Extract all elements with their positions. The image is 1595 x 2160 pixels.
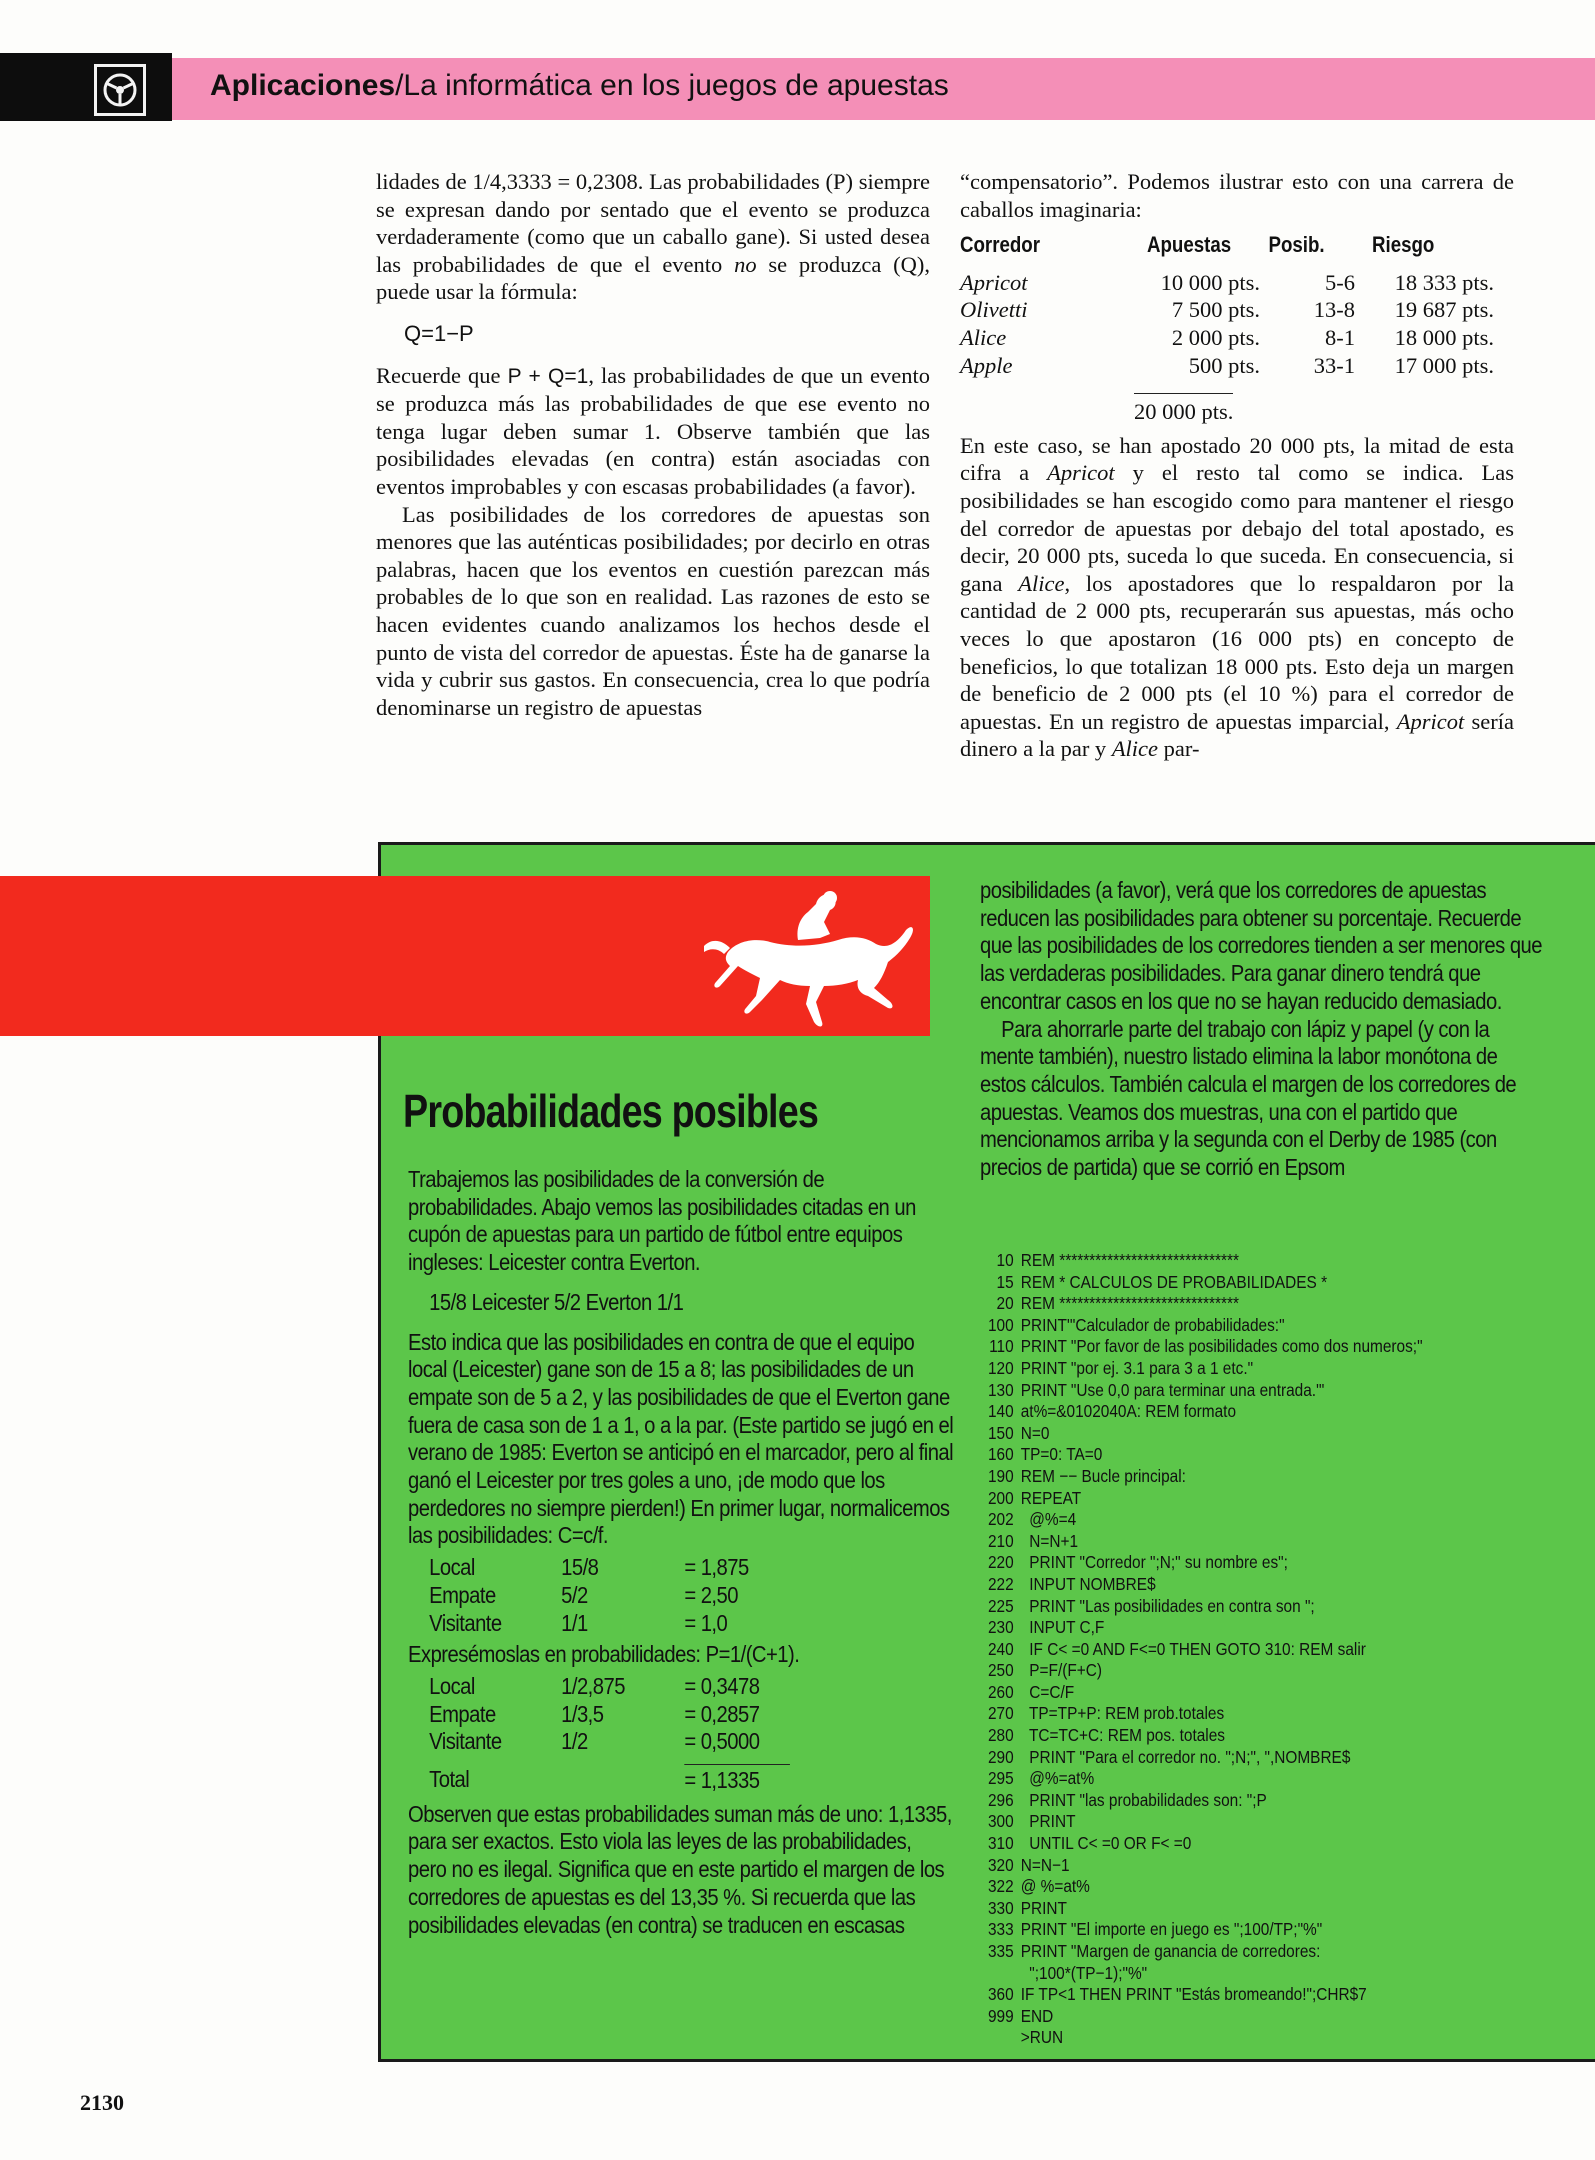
code-text: PRINT "Margen de ganancia de corredores: <box>1020 1941 1321 1961</box>
header-black-bar <box>0 53 172 121</box>
code-line <box>982 1358 1423 1380</box>
line-number: 322 <box>987 1876 1014 1897</box>
table-header: Corredor <box>960 232 1041 258</box>
line-number: 222 <box>987 1573 1014 1594</box>
line-number: 290 <box>987 1746 1014 1767</box>
code-line <box>982 1552 1423 1574</box>
code-text: at%=&0102040A: REM formato <box>1020 1401 1237 1422</box>
article-left-column <box>376 168 930 721</box>
code-text: PRINT "Las posibilidades en contra son "; <box>1020 1595 1315 1616</box>
code-text: P=F/(F+C) <box>1020 1660 1103 1681</box>
line-number: 130 <box>987 1379 1014 1400</box>
code-line <box>982 1790 1423 1812</box>
paragraph: lidades de 1/4,3333 = 0,2308. Las probabilidades (P) siempre se expresan dando por sentado que el evento se produzca verdaderamente (como que un caballo gane). Si usted desea las probabilidades de que el evento no se produzca (Q), puede usar la fórmula: <box>376 169 930 305</box>
code-line <box>982 1919 1423 1941</box>
code-line <box>982 1293 1423 1315</box>
basic-listing <box>982 1250 1423 2049</box>
code-text: REM ****************************** <box>1020 1293 1240 1314</box>
code-line <box>982 1682 1423 1704</box>
table-row: Visitante 1/1 = 1,0 <box>429 1609 728 1636</box>
article-right-column <box>960 168 1514 763</box>
code-text: PRINT <box>1020 1897 1067 1918</box>
table-header: Riesgo <box>1372 232 1435 258</box>
table-total: 20 000 pts. <box>960 393 1514 426</box>
table-row: Apple 500 pts. 33-1 17 000 pts. <box>960 352 1494 378</box>
line-number: 260 <box>987 1681 1014 1702</box>
code-line <box>982 1574 1423 1596</box>
page-number: 2130 <box>80 2090 124 2115</box>
code-line <box>982 1855 1423 1877</box>
code-line <box>982 2027 1423 2049</box>
code-text: N=N−1 <box>1020 1854 1070 1875</box>
code-line <box>982 1963 1423 1985</box>
line-number: 295 <box>987 1768 1014 1789</box>
code-line <box>982 1984 1423 2006</box>
code-line <box>982 1768 1423 1790</box>
line-number: 220 <box>987 1552 1014 1573</box>
line-number: 300 <box>987 1811 1014 1832</box>
line-number: 240 <box>987 1638 1014 1659</box>
line-number: 120 <box>987 1357 1014 1378</box>
paragraph: Esto indica que las posibilidades en contra de que el equipo local (Leicester) gane son de 15 a 8; las posibilidades de un empate son de 5 a 2, y las posibilidades de que el Everton gane fuera de casa son de 1 a 1, o a la par. (Este partido se jugó en el verano de 1985: Everton se anticipó en el marcador, pero al final ganó el Leicester por tres goles a uno, ¡de modo que los perdedores no siempre pierden!) En primer lugar, normalicemos las posibilidades: C=c/f. <box>408 1328 954 1549</box>
code-line <box>982 1466 1423 1488</box>
table-header: Posib. <box>1268 232 1325 258</box>
code-text: @ %=at% <box>1020 1876 1090 1897</box>
line-number: 110 <box>989 1336 1014 1357</box>
code-line <box>982 1272 1423 1294</box>
line-number: 150 <box>987 1422 1014 1443</box>
paragraph: posibilidades (a favor), verá que los corredores de apuestas reducen las posibilidades para obtener su porcentaje. Recuerde que las posibilidades de los corredores tienden a ser menores que las verdaderas posibilidades. Para ganar dinero tendrá que encontrar casos en los que no se hayan reducido demasiado. <box>980 877 1543 1014</box>
code-line <box>982 1401 1423 1423</box>
code-line <box>982 1639 1423 1661</box>
paragraph: Las posibilidades de los corredores de apuestas son menores que las auténticas posibilidades; por decirlo en otras palabras, hacen que los eventos en cuestión parezcan más probables de lo que son en realidad. Las razones de esto se hacen evidentes cuando analizamos los hechos desde el punto de vista del corredor de apuestas. Éste ha de ganarse la vida y cubrir sus gastos. En consecuencia, crea lo que podría denominarse un registro de apuestas <box>376 501 930 720</box>
line-number: 15 <box>996 1271 1014 1292</box>
line-number: 190 <box>987 1465 1014 1486</box>
code-line <box>982 1898 1423 1920</box>
racehorse-icon <box>698 882 918 1032</box>
line-number: 20 <box>996 1293 1014 1314</box>
code-text: END <box>1020 2005 1054 2026</box>
code-text: TP=0: TA=0 <box>1020 1444 1103 1465</box>
code-text: @%=at% <box>1020 1768 1095 1789</box>
code-line <box>982 1941 1423 1963</box>
odds-table <box>429 1554 799 1637</box>
code-text: IF TP<1 THEN PRINT "Estás bromeando!";CHR$7 <box>1020 1984 1367 2005</box>
code-text: INPUT C,F <box>1020 1617 1105 1638</box>
code-text: PRINT "Use 0,0 para terminar una entrada."' <box>1020 1379 1325 1400</box>
code-line <box>982 1336 1423 1358</box>
paragraph: Recuerde que P + Q=1, las probabilidades de que un evento se produzca más las probabilidades de que ese evento no tenga lugar deben sumar 1. Observe también que las posibilidades elevadas (en contra) están asociadas con eventos improbables y con escasas probabilidades (a favor). <box>376 362 931 499</box>
line-number: 360 <box>987 1984 1014 2005</box>
code-line <box>982 1488 1423 1510</box>
code-line <box>982 1617 1423 1639</box>
formula: Q=1−P <box>404 320 474 346</box>
line-number: 999 <box>987 2005 1014 2026</box>
code-line <box>982 1380 1423 1402</box>
box-left-column <box>408 1166 954 1939</box>
table-total-row: Total = 1,1335 <box>429 1756 799 1795</box>
code-line <box>982 1250 1423 1272</box>
code-line <box>982 1315 1423 1337</box>
code-line <box>982 1703 1423 1725</box>
code-text: PRINT'"Calculador de probabilidades:" <box>1020 1314 1285 1335</box>
table-row: Alice 2 000 pts. 8-1 18 000 pts. <box>960 324 1494 350</box>
line-number: 250 <box>987 1660 1014 1681</box>
code-text: REM * CALCULOS DE PROBABILIDADES * <box>1020 1271 1328 1292</box>
table-row: Empate 5/2 = 2,50 <box>429 1581 738 1608</box>
paragraph: Observen que estas probabilidades suman más de uno: 1,1335, para ser exactos. Esto viola las leyes de las probabilidades, pero no es ilegal. Significa que en este partido el margen de los corredores de apuestas es del 13,35 %. Si recuerda que las posibilidades elevadas (en contra) se traducen en escasas <box>408 1800 952 1938</box>
code-text: PRINT "por ej. 3.1 para 3 a 1 etc." <box>1020 1357 1254 1378</box>
table-row: Empate 1/3,5 = 0,2857 <box>429 1700 760 1727</box>
line-number: 100 <box>987 1314 1014 1335</box>
code-text: REM ****************************** <box>1020 1250 1240 1270</box>
table-row: Local 1/2,875 = 0,3478 <box>429 1672 760 1699</box>
paragraph: “compensatorio”. Podemos ilustrar esto con una carrera de caballos imaginaria: <box>960 169 1514 222</box>
code-text: UNTIL C< =0 OR F< =0 <box>1020 1833 1192 1854</box>
box-title: Probabilidades posibles <box>403 1085 819 1137</box>
line-number: 225 <box>987 1595 1014 1616</box>
table-row: Apricot 10 000 pts. 5-6 18 333 pts. <box>960 269 1494 295</box>
code-text: N=0 <box>1020 1422 1050 1443</box>
line-number: 330 <box>987 1897 1014 1918</box>
code-line <box>982 1531 1423 1553</box>
line-number: 200 <box>987 1487 1014 1508</box>
line-number: 140 <box>987 1401 1014 1422</box>
line-number: 320 <box>987 1854 1014 1875</box>
paragraph: En este caso, se han apostado 20 000 pts, la mitad de esta cifra a Apricot y el resto tal como se indica. Las posibilidades se han escogido como para mantener el riesgo del corredor de apuestas por debajo del total apostado, es decir, 20 000 pts, suceda lo que suceda. En consecuencia, si gana Alice, los apostadores que lo respaldaron por la cantidad de 2 000 pts, recuperarán sus apuestas, más ocho veces lo que apostaron (16 000 pts) en concepto de beneficios, lo que totalizan 18 000 pts. Esto deja un margen de beneficio de 2 000 pts (el 10 %) para el corredor de apuestas. En un registro de apuestas imparcial, Apricot sería dinero a la par y Alice par- <box>960 432 1514 762</box>
coupon-line: 15/8 Leicester 5/2 Everton 1/1 <box>429 1288 684 1315</box>
line-number: 210 <box>987 1530 1014 1551</box>
table-header: Apuestas <box>1147 232 1232 258</box>
line-number: 160 <box>987 1444 1014 1465</box>
code-line <box>982 1423 1423 1445</box>
code-text: INPUT NOMBRE$ <box>1020 1573 1156 1594</box>
code-text: PRINT "Por favor de las posibilidades como dos numeros;" <box>1020 1336 1423 1357</box>
line-number: 333 <box>987 1919 1014 1940</box>
code-line <box>982 1747 1423 1769</box>
code-text: PRINT "las probabilidades son: ";P <box>1020 1789 1267 1810</box>
code-text: C=C/F <box>1020 1681 1075 1702</box>
line-number: 270 <box>987 1703 1014 1724</box>
line-number: 310 <box>987 1833 1014 1854</box>
paragraph: Trabajemos las posibilidades de la conversión de probabilidades. Abajo vemos las posibilidades citadas en un cupón de apuestas para un partido de fútbol entre equipos ingleses: Leicester contra Everton. <box>408 1166 916 1276</box>
code-text: N=N+1 <box>1020 1530 1079 1551</box>
code-line <box>982 1725 1423 1747</box>
code-line <box>982 1444 1423 1466</box>
line-number: 335 <box>987 1941 1014 1961</box>
horse-race-table <box>960 229 1514 379</box>
paragraph: Expresémoslas en probabilidades: P=1/(C+1). <box>408 1641 800 1668</box>
code-text: @%=4 <box>1020 1509 1077 1530</box>
code-line <box>982 1596 1423 1618</box>
code-line <box>982 1833 1423 1855</box>
code-text: PRINT <box>1020 1811 1076 1832</box>
line-number: 10 <box>996 1250 1014 1270</box>
code-line <box>982 1811 1423 1833</box>
line-number: 202 <box>987 1509 1014 1530</box>
box-right-column <box>980 877 1543 1182</box>
paragraph: Para ahorrarle parte del trabajo con lápiz y papel (y con la mente también), nuestro listado elimina la labor monótona de estos cálculos. También calcula el margen de los corredores de apuestas. Veamos dos muestras, una con el partido que mencionamos arriba y la segunda con el Derby de 1985 (con precios de partida) que se corrió en Epsom <box>980 1015 1517 1181</box>
code-text: ";100*(TP−1);"%" <box>1020 1962 1148 1983</box>
table-row: Local 15/8 = 1,875 <box>429 1554 749 1581</box>
code-text: PRINT "El importe en juego es ";100/TP;"%" <box>1020 1919 1323 1940</box>
code-line <box>982 1876 1423 1898</box>
line-number: 280 <box>987 1725 1014 1746</box>
code-text: REPEAT <box>1020 1487 1082 1508</box>
section-title: Aplicaciones/La informática en los juegos de apuestas <box>210 69 949 102</box>
table-row: Olivetti 7 500 pts. 13-8 19 687 pts. <box>960 297 1494 323</box>
code-text: REM −− Bucle principal: <box>1020 1465 1186 1486</box>
code-text: PRINT "Para el corredor no. ";N;", ",NOMBRE$ <box>1020 1746 1351 1767</box>
code-text: IF C< =0 AND F<=0 THEN GOTO 310: REM salir <box>1020 1638 1366 1659</box>
steering-wheel-icon <box>94 64 146 116</box>
code-line <box>982 2006 1423 2028</box>
code-text: >RUN <box>1020 2027 1064 2048</box>
code-line <box>982 1509 1423 1531</box>
line-number: 296 <box>987 1789 1014 1810</box>
code-text: TC=TC+C: REM pos. totales <box>1020 1725 1225 1746</box>
probability-table <box>429 1673 799 1795</box>
line-number: 230 <box>987 1617 1014 1638</box>
code-text: TP=TP+P: REM prob.totales <box>1020 1703 1225 1724</box>
table-row: Visitante 1/2 = 0,5000 <box>429 1728 760 1755</box>
code-text: PRINT "Corredor ";N;" su nombre es"; <box>1020 1552 1288 1573</box>
code-line <box>982 1660 1423 1682</box>
